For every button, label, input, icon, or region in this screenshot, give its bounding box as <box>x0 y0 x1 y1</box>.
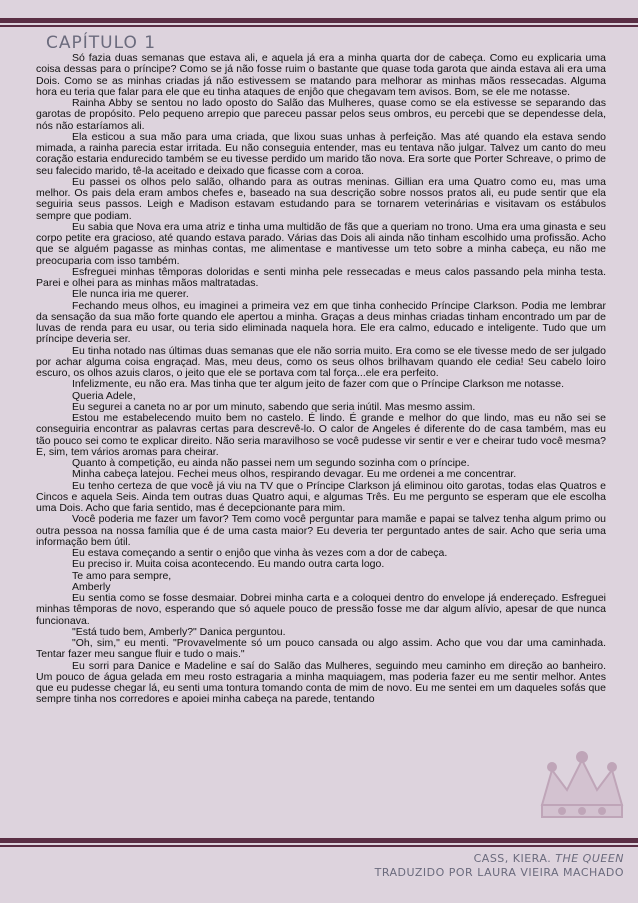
top-decorative-bar <box>0 0 638 34</box>
paragraph: Rainha Abby se sentou no lado oposto do Salão das Mulheres, quase como se ela estivesse se separando das garotas de propósito. Pelo pequeno arrepio que pareceu passar pelos seus ombros, eu percebi que se dependesse dela, nós não estaríamos ali. <box>36 97 606 132</box>
paragraph: Ele nunca iria me querer. <box>72 288 189 301</box>
letter-salutation: Queria Adele, <box>72 389 136 402</box>
paragraph: "Oh, sim," eu menti. "Provavelmente só um pouco cansada ou algo assim. Acho que vou dar uma caminhada. Tentar fazer meu sangue fluir e tudo o mais." <box>36 637 606 661</box>
paragraph: Eu sorri para Danice e Madeline e saí do Salão das Mulheres, seguindo meu caminho em direção ao banheiro. Um pouco de água gelada em meu rosto estragaria a minha maquiagem, mas poderia fazer eu me sentir melhor. Antes que eu pudesse chegar lá, eu senti uma tontura tomando conta de mim de novo. Eu me sentei em um daqueles sofás que sempre tinha nos corredores e apoiei minha cabeça na parede, tentando <box>36 659 606 706</box>
paragraph: Só fazia duas semanas que estava ali, e aquela já era a minha quarta dor de cabeça. Como eu explicaria uma coisa dessas para o príncipe? Como se já não fosse ruim o bastante que quase toda garota que ainda estava ali era uma Dois. Como se as minhas criadas já não estivessem se matando para melhorar as minhas mãos ressecadas. Alguma hora eu teria que falar para ele que eu tinha ataques de enjôo que chegavam tem avisos. Bom, se ele me notasse. <box>36 52 606 98</box>
footer-author-line <box>375 852 624 866</box>
paragraph: "Está tudo bem, Amberly?" Danica perguntou. <box>72 625 286 638</box>
paragraph: Eu sentia como se fosse desmaiar. Dobrei minha carta e a coloquei dentro do envelope já endereçado. Esfreguei minhas têmporas de novo, esperando que só aquele pouco de pressão fosse me dar algum alívio, apesar de que nunca funcionava. <box>36 592 606 627</box>
chapter-title: CAPÍTULO 1 <box>46 33 157 53</box>
paragraph: Eu sabia que Nova era uma atriz e tinha uma multidão de fãs que a queriam no trono. Uma era uma ginasta e seu corpo petite era gracioso, até quando estava parado. Várias das Dois ali ainda não tinham escolhido uma profissão. Acho que se alguém pagasse as minhas contas, me alimentase e mantivesse um teto sobre a minha cabeça, eu não me preocuparia com isso também. <box>36 220 606 267</box>
paragraph: Minha cabeça latejou. Fechei meus olhos, respirando devagar. Eu me ordenei a me concentrar. <box>72 468 517 481</box>
paragraph: Fechando meus olhos, eu imaginei a primeira vez em que tinha conhecido Príncipe Clarkson. Podia me lembrar da sensação da sua mão forte quando ele apertou a minha. Graças a deus minhas criadas tinham encontrado um par de luvas de renda para eu usar, ou teria sido eliminada naquela hora. Ele era calmo, educado e inteligente. Tudo que um príncipe deveria ser. <box>36 299 606 346</box>
paragraph: Eu tinha notado nas últimas duas semanas que ele não sorria muito. Era como se ele tivesse medo de ser julgado por achar alguma coisa engraçad. Mas, meu deus, como os seus olhos brilhavam quando ele cedia! Seu cabelo loiro escuro, os olhos azuis claros, o jeito que ele se portava com tal força...ele era perfeito. <box>36 344 606 379</box>
letter-paragraph: Eu tenho certeza de que você já viu na TV que o Príncipe Clarkson já eliminou oito garotas, todas elas Quatros e Cincos e aquela Seis. Ainda tem outras duas Quatro aqui, e algumas Três. Eu me pergunto se esperam que ele escolha uma Dois. Acho que faria sentido, mas é decepcionante para mim. <box>36 479 606 514</box>
crown-watermark-icon <box>532 745 632 835</box>
letter-closing: Te amo para sempre, <box>72 569 172 582</box>
page-body <box>36 53 606 706</box>
paragraph: Eu estava começando a sentir o enjôo que vinha às vezes com a dor de cabeça. <box>72 547 448 559</box>
letter-paragraph: Estou me estabelecendo muito bem no castelo. É lindo. É grande e melhor do que lindo, mas eu não sei se conseguiria encontrar as palavras certas para descrevê-lo. O calor de Angeles é diferente do de casa também, mas eu tão pouco sei como te explicar direito. Não seria maravilhoso se você pudesse vir sentir e ver e cheirar tudo você mesma? E, sim, tem vários aromas para cheirar. <box>36 412 606 458</box>
footer-book-title: THE QUEEN <box>555 852 624 865</box>
footer-author: CASS, KIERA. <box>473 852 552 865</box>
letter-paragraph: Eu preciso ir. Muita coisa acontecendo. Eu mando outra carta logo. <box>72 558 385 571</box>
paragraph: Eu segurei a caneta no ar por um minuto, sabendo que seria inútil. Mas mesmo assim. <box>72 400 476 413</box>
paragraph: Ela esticou a sua mão para uma criada, que lixou suas unhas à perfeição. Mas até quando ela estava sendo mimada, a rainha parecia estar irritada. Eu não conseguia entender, mas eu tentava não julgar. Talvez um canto do meu coração estaria endurecido também se eu tivesse perdido um marido tão nova. Era sorte que Porter Schreave, o primo de seu falecido marido, tê-la aceitado e deixado que ficasse com a coroa. <box>36 130 606 177</box>
paragraph: Eu passei os olhos pelo salão, olhando para as outras meninas. Gillian era uma Quatro como eu, mas uma melhor. Os pais dela eram ambos chefes e, baseado na sua descrição sobre nossos pratos ali, eu pude sentir que ela seguiria seus passos. Leigh e Madison estavam estudando para se tornarem veterinárias e visitavam os estábulos sempre que podiam. <box>36 175 606 222</box>
paragraph: Esfreguei minhas têmporas doloridas e senti minha pele ressecadas e meus calos passando pela minha testa. Parei e olhei para as minhas mãos maltratadas. <box>36 265 606 289</box>
bottom-decorative-bar <box>0 838 638 850</box>
footer-translator: TRADUZIDO POR LAURA VIEIRA MACHADO <box>374 866 624 879</box>
paragraph: Infelizmente, eu não era. Mas tinha que ter algum jeito de fazer com que o Príncipe Clarkson me notasse. <box>72 378 565 391</box>
letter-signature: Amberly <box>72 580 111 593</box>
footer-credits <box>375 852 624 880</box>
letter-paragraph: Você poderia me fazer um favor? Tem como você perguntar para mamãe e papai se talvez tenha algum primo ou outra pessoa na nossa família que é de uma casta maior? Eu deveria ter perguntado antes de sair. Acho que seria uma informação bem útil. <box>36 513 606 548</box>
letter-paragraph: Quanto à competição, eu ainda não passei nem um segundo sozinha com o príncipe. <box>72 457 470 469</box>
